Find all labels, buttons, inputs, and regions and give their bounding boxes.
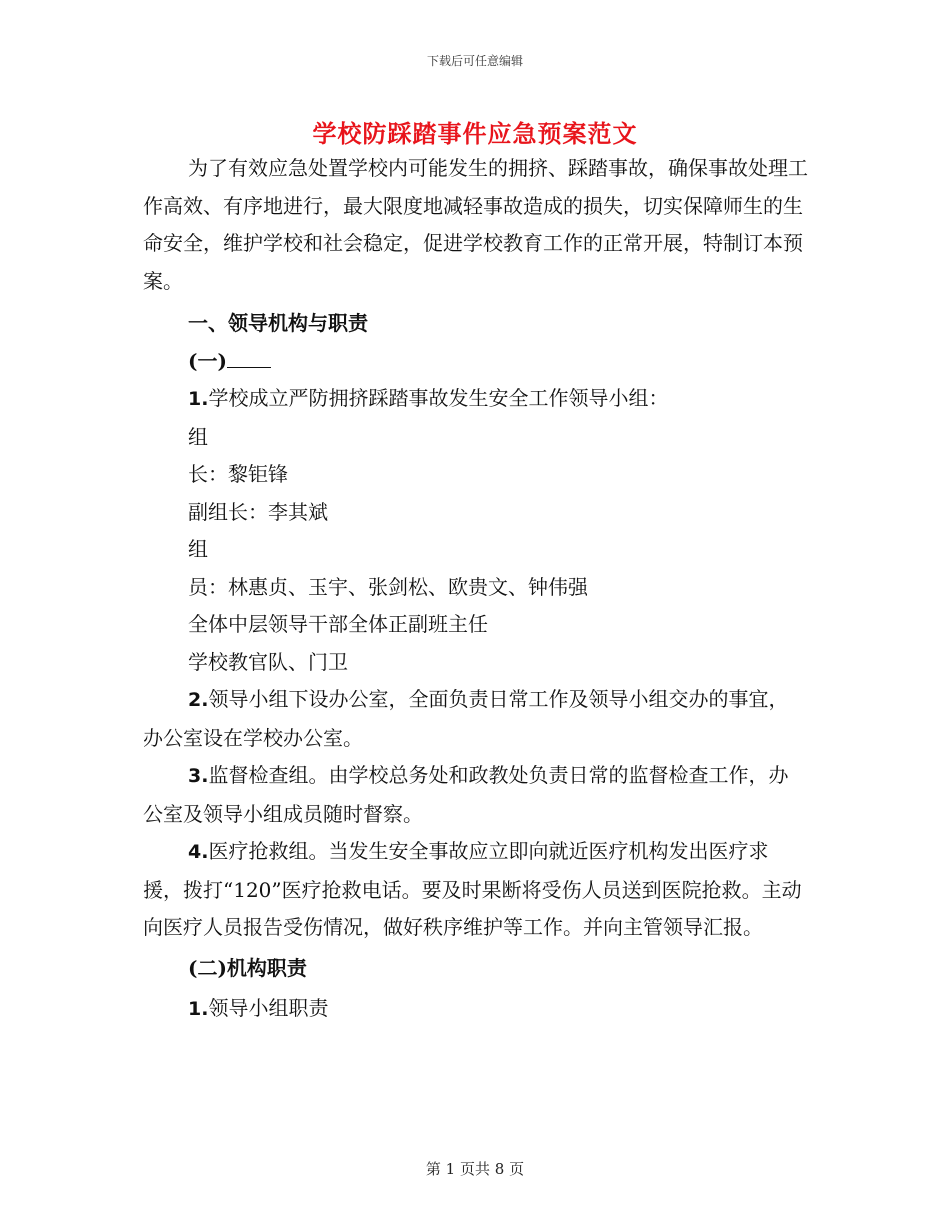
intro-paragraph: 为了有效应急处置学校内可能发生的拥挤、踩踏事故，确保事故处理工作高效、有序地进行，最大限度地减轻事故造成的损失，切实保障师生的生命安全，维护学校和社会稳定，促进学校教育工作的正常开展，特制订本预案。 <box>143 156 808 293</box>
group-label-2: 组 <box>188 537 208 561</box>
guards: 学校教官队、门卫 <box>188 649 348 674</box>
item-3-number: 3. <box>188 765 209 787</box>
subsection-one-heading <box>143 343 808 381</box>
subsection-two-item-1-text: 领导小组职责 <box>208 996 329 1020</box>
item-2 <box>143 681 808 757</box>
item-4-number: 4. <box>188 841 209 863</box>
item-2-text: 领导小组下设办公室，全面负责日常工作及领导小组交办的事宜，办公室设在学校办公室。 <box>143 687 789 750</box>
item-3-text: 监督检查组。由学校总务处和政教处负责日常的监督检查工作，办公室及领导小组成员随时督察。 <box>143 763 789 826</box>
group-label-1: 组 <box>188 424 208 449</box>
item-1-number: 1. <box>188 388 209 410</box>
header-note: 下载后可任意编辑 <box>426 54 523 68</box>
document-body <box>143 150 808 1029</box>
item-3 <box>143 757 808 833</box>
item-2-number: 2. <box>188 689 209 711</box>
subsection-two-item-1-number: 1. <box>188 998 209 1020</box>
document-title: 学校防踩踏事件应急预案范文 <box>312 119 638 148</box>
subsection-two-item-1 <box>143 990 808 1029</box>
vice-leader: 副组长：李其斌 <box>188 499 328 524</box>
subsection-one-label: (一) <box>188 348 227 373</box>
item-1-text: 学校成立严防拥挤踩踏事故发生安全工作领导小组： <box>208 386 669 410</box>
group-leader: 长：黎钜锋 <box>188 462 288 486</box>
section-heading: 一、领导机构与职责 <box>188 311 368 335</box>
blank-underline <box>227 366 271 368</box>
group-members: 员：林惠贞、玉宇、张剑松、欧贵文、钟伟强 <box>188 574 588 599</box>
page-footer: 第 1 页共 8 页 <box>425 1160 525 1178</box>
item-4-text: 医疗抢救组。当发生安全事故应立即向就近医疗机构发出医疗求援，拨打“120”医疗抢救电话。要及时果断将受伤人员送到医院抢救。主动向医疗人员报告受伤情况，做好秩序维护等工作。并向主管领导汇报。 <box>143 839 802 939</box>
item-4 <box>143 833 808 947</box>
item-1 <box>143 380 808 419</box>
subsection-two-heading: (二)机构职责 <box>188 955 307 980</box>
middle-leaders: 全体中层领导干部全体正副班主任 <box>188 612 488 636</box>
